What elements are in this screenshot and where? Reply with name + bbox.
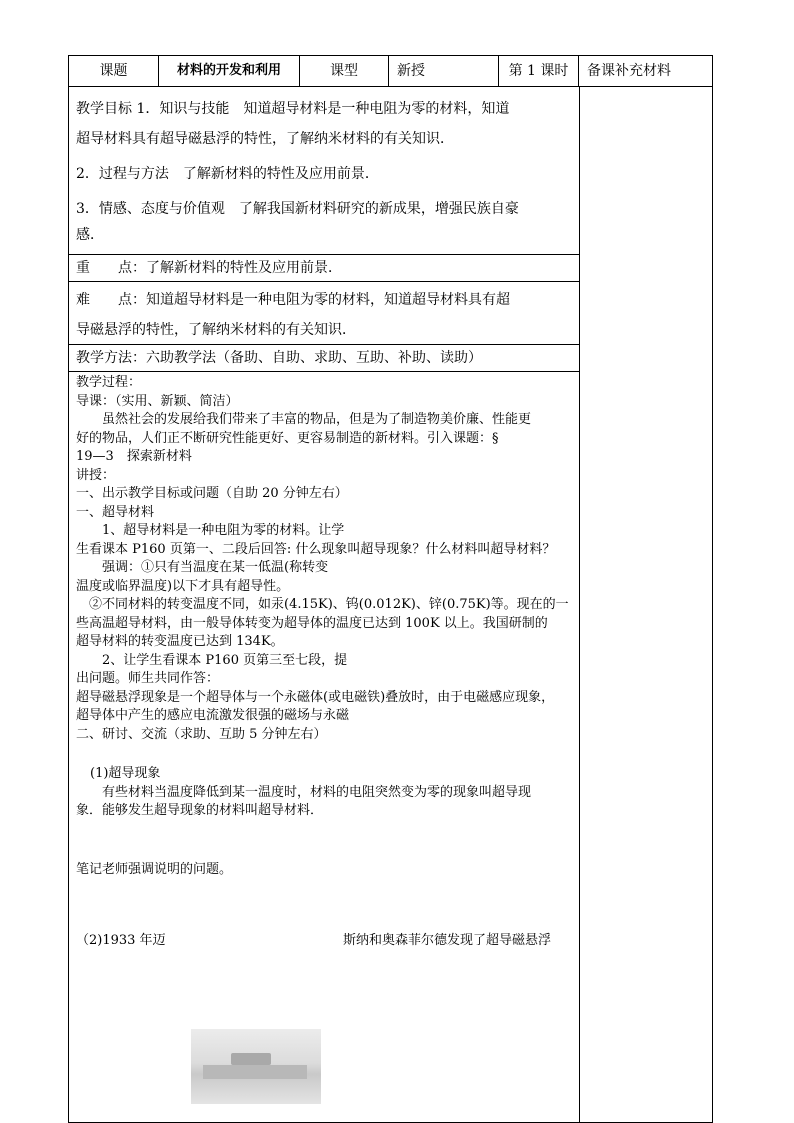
supplement-title: 备课补充材料 [587,63,671,79]
process-line: 19—3 探索新材料 [76,449,192,464]
lesson-plan-table [68,55,713,1123]
section-heading: 一、超导材料 [76,504,155,520]
process-line: ②不同材料的转变温度不同，如汞(4.15K)、钨(0.012K)、锌(0.75K)等。现在的一 [76,597,569,612]
superconductor-shape [203,1065,307,1079]
process-line: 温度或临界温度)以下才具有超导性。 [76,578,290,594]
objectives-line: 3．情感、态度与价值观 了解我国新材料研究的新成果，增强民族自豪 [76,201,519,217]
column-divider [579,87,580,1123]
lesson-label-cell [69,56,159,87]
teaching-process [76,374,576,951]
intro-heading: 导课：（实用、新颖、简洁） [76,393,239,409]
discovery-start: （2)1933 年迈 [76,933,166,948]
type-label: 课型 [330,63,358,79]
maglev-photo [191,1029,321,1104]
process-line: 超导材料的转变温度已达到 134K。 [76,634,284,649]
lecture-heading: 讲授： [76,467,116,483]
notes-reminder: 笔记老师强调说明的问题。 [76,861,233,877]
period: 第 1 课时 [508,63,569,79]
period-cell [499,56,579,87]
process-line: 出问题。师生共同作答： [76,671,220,686]
section-heading: 二、研讨、交流（求助、互助 5 分钟左右） [76,726,327,742]
objectives-line: 2．过程与方法 了解新材料的特性及应用前景． [76,166,379,182]
process-line: 有些材料当温度降低到某一温度时，材料的电阻突然变为零的现象叫超导现 [76,784,532,800]
key-point-row [69,255,579,282]
process-line: 象．能够发生超导现象的材料叫超导材料． [76,803,324,818]
process-line: 些高温超导材料，由一般导体转变为超导体的温度已达到 100K 以上。我国研制的 [76,615,548,631]
process-line: 强调：①只有当温度在某一低温(称转变 [76,560,329,575]
key-point: 重 点：了解新材料的特性及应用前景． [76,260,342,276]
difficulty-line: 导磁悬浮的特性，了解纳米材料的有关知识． [76,322,356,338]
teaching-method: 教学方法：六助教学法（备助、自助、求助、互助、补助、读助） [76,350,482,366]
process-line: 1、超导材料是一种电阻为零的材料。让学 [76,523,345,538]
objectives-line: 超导材料具有超导磁悬浮的特性，了解纳米材料的有关知识． [76,131,454,147]
discovery-end: 斯纳和奥森菲尔德发现了超导磁悬浮 [343,933,552,948]
process-line: 好的物品，人们正不断研究性能更好、更容易制造的新材料。引入课题：§ [76,430,499,446]
process-line: 超导磁悬浮现象是一个超导体与一个永磁体(或电磁铁)叠放时，由于电磁感应现象， [76,689,555,705]
type-value: 新授 [397,63,425,79]
discovery-line [76,932,576,951]
magnet-shape [231,1053,271,1065]
method-row [69,345,579,372]
process-line: 虽然社会的发展给我们带来了丰富的物品，但是为了制造物美价廉、性能更 [76,412,532,427]
process-line: 超导体中产生的感应电流激发很强的磁场与永磁 [76,708,350,723]
objectives-line: 教学目标 1．知识与技能 知道超导材料是一种电阻为零的材料，知道 [76,101,510,117]
subsection-heading: (1)超导现象 [90,766,161,781]
lesson-title: 材料的开发和利用 [176,63,281,78]
lesson-label: 课题 [99,63,128,79]
difficulty-line: 难 点：知道超导材料是一种电阻为零的材料，知道超导材料具有超 [76,292,510,308]
process-line: 2、让学生看课本 P160 页第三至七段，提 [76,652,348,668]
lesson-title-cell [159,56,300,87]
type-value-cell [389,56,499,87]
section-heading: 一、出示教学目标或问题（自助 20 分钟左右） [76,486,348,501]
difficulty-row [69,282,579,345]
supplement-cell [579,56,713,87]
objectives-row [69,87,579,255]
process-line: 生看课本 P160 页第一、二段后回答: 什么现象叫超导现象？什么材料叫超导材料？ [76,541,556,557]
process-heading: 教学过程： [76,375,142,390]
objectives-line: 感． [76,227,104,243]
type-label-cell [300,56,389,87]
